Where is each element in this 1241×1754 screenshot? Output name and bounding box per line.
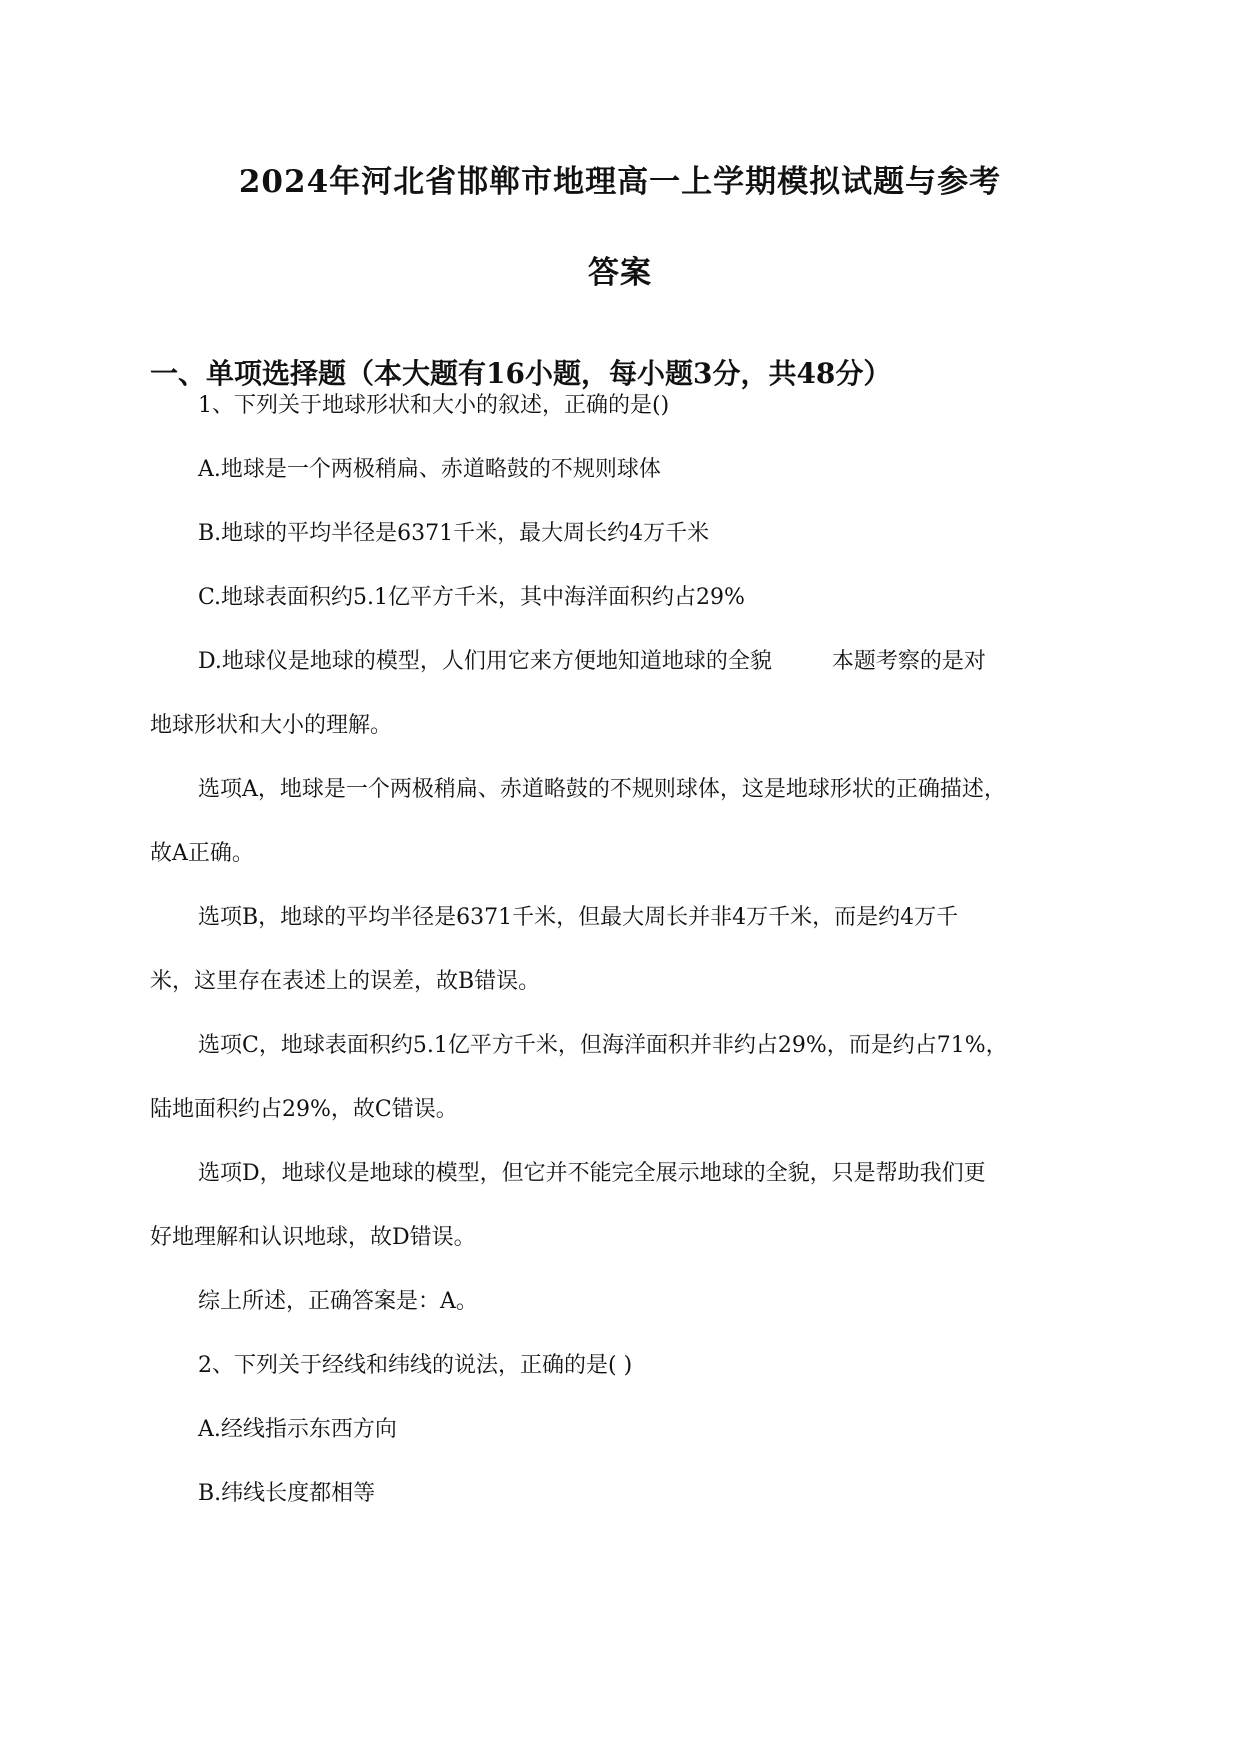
question-1-analysis-intro: 本题考察的是对 — [831, 649, 986, 674]
question-1-explain-c-2: 陆地面积约占29%，故C错误。 — [150, 1097, 458, 1122]
question-1-explain-a-1: 选项A，地球是一个两极稍扁、赤道略鼓的不规则球体，这是地球形状的正确描述， — [198, 777, 1006, 802]
question-1-stem: 1、下列关于地球形状和大小的叙述，正确的是() — [198, 393, 670, 418]
question-1-explain-c-1: 选项C，地球表面积约5.1亿平方千米，但海洋面积并非约占29%，而是约占71%， — [198, 1033, 1008, 1058]
document-title-line-2: 答案 — [588, 255, 652, 291]
section-heading: 一、单项选择题（本大题有16小题，每小题3分，共48分） — [150, 357, 892, 390]
question-1-option-d: D.地球仪是地球的模型，人们用它来方便地知道地球的全貌 — [198, 649, 772, 674]
question-1-explain-b-1: 选项B，地球的平均半径是6371千米，但最大周长并非4万千米，而是约4万千 — [198, 905, 959, 930]
question-2-option-a: A.经线指示东西方向 — [198, 1417, 397, 1442]
question-1-explain-a-2: 故A正确。 — [150, 841, 254, 866]
question-1-analysis-intro-cont: 地球形状和大小的理解。 — [150, 713, 393, 738]
question-1-option-d-line — [150, 630, 1095, 694]
question-1-option-a: A.地球是一个两极稍扁、赤道略鼓的不规则球体 — [198, 457, 661, 482]
question-1-explain-d-2: 好地理解和认识地球，故D错误。 — [150, 1225, 476, 1250]
question-2-stem: 2、下列关于经线和纬线的说法，正确的是( ) — [198, 1353, 633, 1378]
question-1 — [150, 374, 1095, 1526]
question-1-explain-d-1: 选项D，地球仪是地球的模型，但它并不能完全展示地球的全貌，只是帮助我们更 — [198, 1161, 986, 1186]
document-title-line-1: 2024年河北省邯郸市地理高一上学期模拟试题与参考 — [238, 164, 1002, 200]
question-2-option-b: B.纬线长度都相等 — [198, 1481, 376, 1506]
question-1-conclusion: 综上所述，正确答案是：A。 — [198, 1289, 478, 1314]
question-1-option-b: B.地球的平均半径是6371千米，最大周长约4万千米 — [198, 521, 710, 546]
question-1-option-c: C.地球表面积约5.1亿平方千米，其中海洋面积约占29% — [198, 585, 745, 610]
question-1-explain-b-2: 米，这里存在表述上的误差，故B错误。 — [150, 969, 541, 994]
